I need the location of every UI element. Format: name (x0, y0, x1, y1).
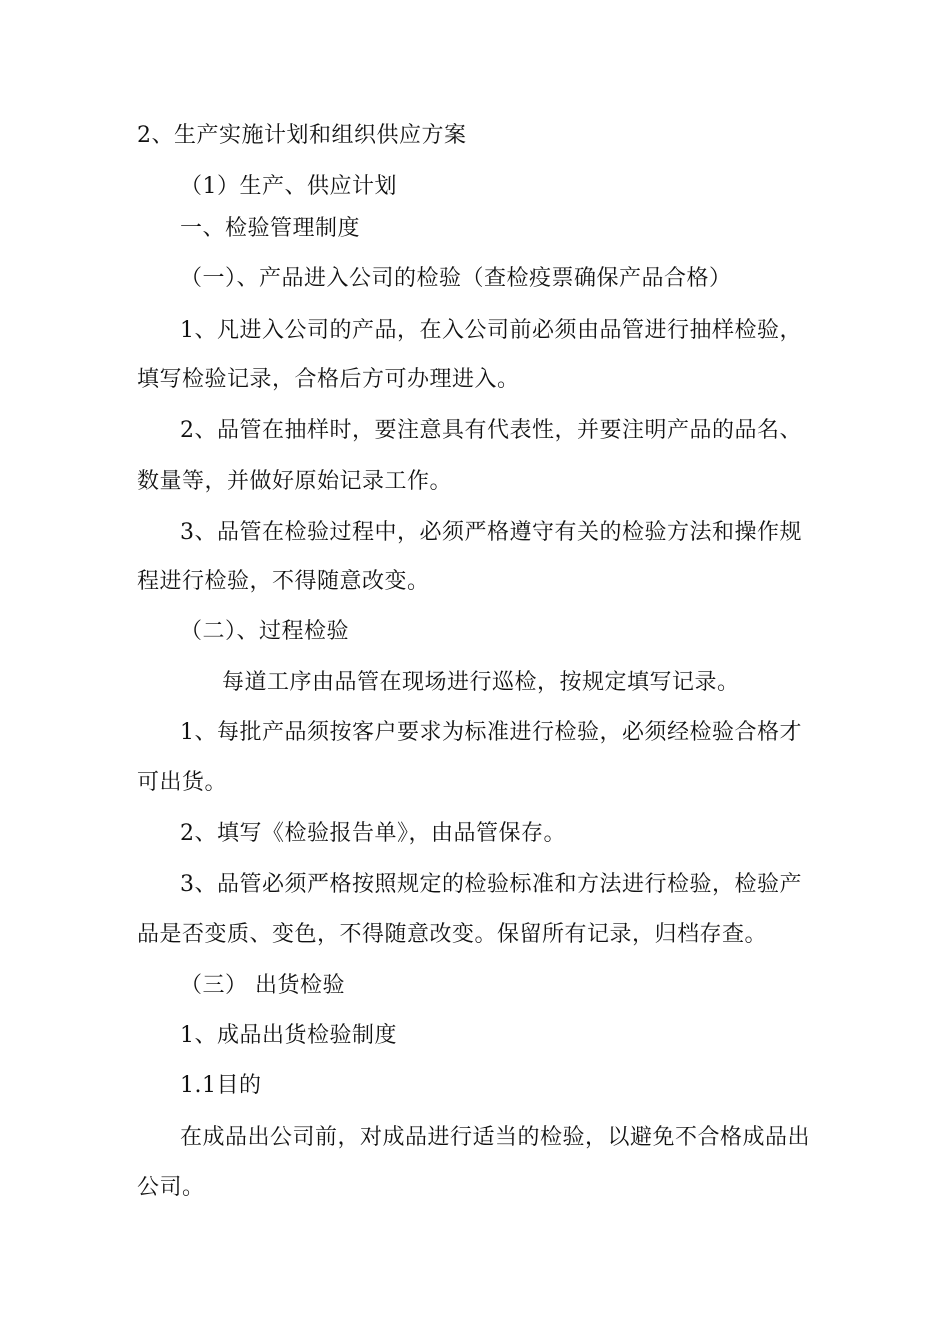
paragraph-line: 3、品管在检验过程中，必须严格遵守有关的检验方法和操作规 (180, 520, 802, 545)
subsection-heading: （1）生产、供应计划 (180, 174, 397, 199)
paragraph-line: 1、每批产品须按客户要求为标准进行检验，必须经检验合格才 (180, 720, 802, 745)
part-heading: （二）、过程检验 (180, 619, 350, 644)
paragraph-line: 3、品管必须严格按照规定的检验标准和方法进行检验，检验产 (180, 872, 802, 897)
paragraph-line: 可出货。 (137, 770, 228, 795)
section-heading: 2、生产实施计划和组织供应方案 (137, 123, 467, 148)
paragraph-line: 1.1目的 (180, 1073, 262, 1098)
chapter-heading: 一、检验管理制度 (180, 216, 361, 241)
paragraph-line: 1、成品出货检验制度 (180, 1023, 397, 1048)
part-heading: （三） 出货检验 (180, 973, 345, 998)
part-heading: （一）、产品进入公司的检验（查检疫票确保产品合格） (180, 266, 732, 291)
paragraph-line: 2、填写《检验报告单》，由品管保存。 (180, 821, 566, 846)
paragraph-line: 公司。 (137, 1175, 205, 1200)
paragraph-line: 数量等，并做好原始记录工作。 (137, 469, 453, 494)
paragraph-line: 1、凡进入公司的产品，在入公司前必须由品管进行抽样检验， (180, 318, 802, 343)
paragraph-line: 程进行检验，不得随意改变。 (137, 569, 430, 594)
paragraph-line: 每道工序由品管在现场进行巡检，按规定填写记录。 (222, 670, 740, 695)
paragraph-line: 2、品管在抽样时，要注意具有代表性，并要注明产品的品名、 (180, 418, 802, 443)
paragraph-line: 填写检验记录，合格后方可办理进入。 (137, 367, 520, 392)
paragraph-line: 品是否变质、变色，不得随意改变。保留所有记录，归档存查。 (137, 922, 768, 947)
paragraph-line: 在成品出公司前，对成品进行适当的检验，以避免不合格成品出 (180, 1125, 811, 1150)
